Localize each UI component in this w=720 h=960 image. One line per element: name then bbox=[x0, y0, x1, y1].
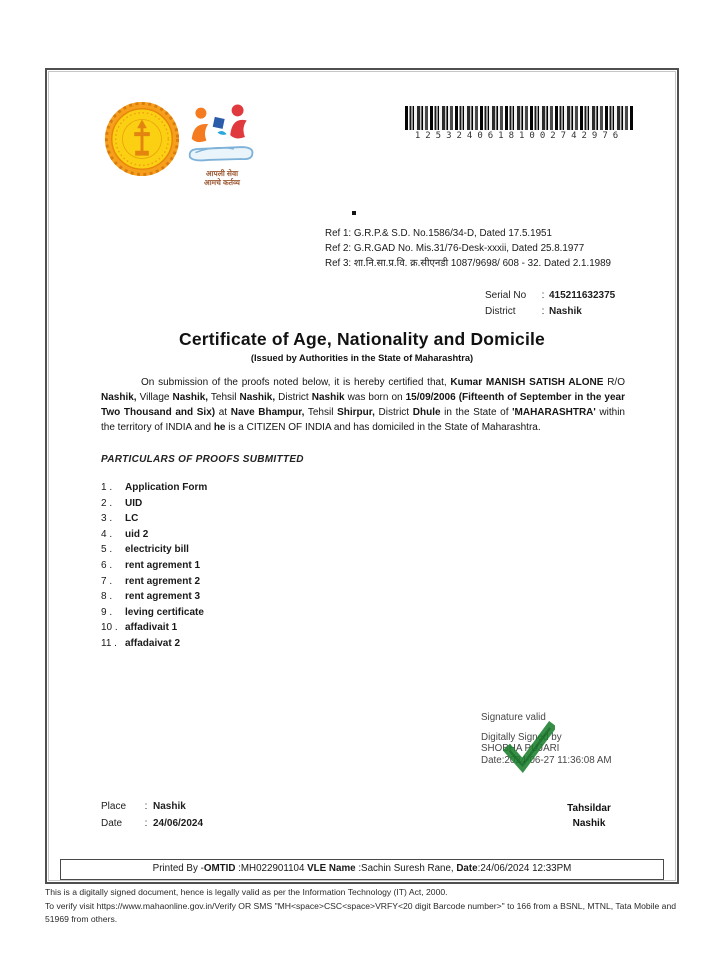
aaple-sarkar-hand-icon bbox=[185, 104, 259, 170]
par-seg-12: at bbox=[215, 407, 231, 418]
officer-title: Tahsildar bbox=[567, 803, 611, 814]
applicant-name: Kumar MANISH SATISH ALONE bbox=[450, 377, 604, 388]
list-item bbox=[101, 498, 207, 514]
list-item bbox=[101, 513, 207, 529]
date-colon: : bbox=[144, 817, 148, 829]
birth-tehsil: Shirpur, bbox=[337, 407, 375, 418]
proof-num: 9 . bbox=[101, 606, 113, 618]
list-item bbox=[101, 529, 207, 545]
list-item bbox=[101, 607, 207, 623]
date-row bbox=[101, 816, 203, 833]
place-label: Place bbox=[101, 801, 127, 812]
date-label: Date bbox=[101, 817, 123, 829]
par-seg-10: was born on bbox=[344, 392, 406, 403]
list-item bbox=[101, 638, 207, 654]
printed-seg-0: Printed By - bbox=[152, 863, 204, 874]
village-value: Nashik, bbox=[172, 392, 209, 403]
par-seg-20: within the territory of INDIA and bbox=[101, 407, 625, 433]
barcode-bars-icon bbox=[405, 106, 633, 130]
tehsil-value: Nashik, bbox=[239, 392, 276, 403]
proof-num: 10 . bbox=[101, 622, 118, 634]
place-value: Nashik bbox=[153, 801, 186, 812]
aaple-sarkar-logo bbox=[183, 104, 261, 187]
proof-label: rent agrement 3 bbox=[125, 591, 201, 603]
proof-label: rent agrement 1 bbox=[125, 559, 201, 571]
list-item bbox=[101, 482, 207, 498]
ref-line-2: Ref 2: G.R.GAD No. Mis.31/76-Desk-xxxii, Dated 25.8.1977 bbox=[325, 243, 585, 254]
list-item bbox=[101, 544, 207, 560]
signature-valid-text: Signature valid bbox=[481, 712, 546, 723]
par-seg-22: is a CITIZEN OF INDIA and has domiciled in the State of Maharashtra. bbox=[225, 422, 541, 433]
proof-num: 6 . bbox=[101, 559, 113, 571]
place-date-block bbox=[101, 799, 203, 832]
certificate-body-paragraph bbox=[101, 375, 625, 435]
district-label: District bbox=[485, 305, 516, 317]
officer-district: Nashik bbox=[572, 818, 606, 829]
printed-by-bar bbox=[60, 859, 664, 880]
barcode-number: 12532406181002742976 bbox=[414, 131, 624, 141]
disclaimer-line2: To verify visit https://www.mahaonline.gov.in/Verify OR SMS "MH<space>CSC<space>VRFY<20 digit Barcode number>" to 166 from a BSNL, MTNL, Tata Mobile and 51969 from others. bbox=[45, 901, 677, 924]
printed-date-value: :24/06/2024 12:33PM bbox=[477, 863, 572, 874]
disclaimer-line1: This is a digitally signed document, hence is legally valid as per the Information Technology (IT) Act, 2000. bbox=[45, 887, 448, 897]
mark-dot bbox=[352, 211, 356, 215]
aaple-caption-line2: आमचे कर्तव्य bbox=[204, 178, 240, 187]
proofs-list bbox=[101, 482, 207, 654]
maharashtra-seal-logo bbox=[103, 100, 181, 178]
printed-vle-label: VLE Name bbox=[307, 863, 356, 874]
serial-row bbox=[485, 288, 615, 304]
printed-vle-value: :Sachin Suresh Rane, bbox=[355, 863, 457, 874]
serial-value: 415211632375 bbox=[549, 290, 616, 301]
proof-num: 3 . bbox=[101, 513, 113, 525]
aaple-caption-line1: आपली सेवा bbox=[205, 169, 239, 178]
digital-signature-block bbox=[481, 712, 612, 766]
disclaimer-block bbox=[45, 886, 677, 927]
aaple-sarkar-caption bbox=[183, 169, 261, 187]
issuing-officer-block bbox=[533, 801, 645, 831]
par-seg-6: Tehsil bbox=[208, 392, 240, 403]
barcode bbox=[405, 106, 633, 141]
proof-num: 2 . bbox=[101, 497, 113, 509]
proof-label: affadaivat 2 bbox=[125, 637, 181, 649]
proof-num: 11 . bbox=[101, 637, 117, 649]
place-row bbox=[101, 799, 203, 816]
signature-timestamp: Date:2024-06-27 11:36:08 AM bbox=[481, 754, 612, 766]
par-seg-14: Tehsil bbox=[304, 407, 338, 418]
proof-label: rent agrement 2 bbox=[125, 575, 201, 587]
par-seg-2: R/O bbox=[603, 377, 625, 388]
proof-label: UID bbox=[125, 497, 143, 509]
place-colon: : bbox=[144, 801, 148, 812]
signer-name: SHOBHA PUJARI bbox=[481, 743, 560, 754]
list-item bbox=[101, 576, 207, 592]
par-seg-8: District bbox=[275, 392, 312, 403]
proof-num: 4 . bbox=[101, 528, 113, 540]
serial-colon: : bbox=[541, 290, 545, 301]
birth-district: Dhule bbox=[412, 407, 441, 418]
serial-district-block bbox=[485, 288, 615, 319]
proof-label: LC bbox=[125, 513, 139, 525]
proof-label: uid 2 bbox=[125, 528, 149, 540]
proof-label: Application Form bbox=[125, 482, 208, 493]
reference-lines bbox=[325, 226, 611, 271]
birth-date: 15/09/2006 (Fifteenth of September in the year Two Thousand and Six) bbox=[101, 392, 625, 418]
proof-label: electricity bill bbox=[125, 544, 189, 556]
printed-omtid-value: :MH022901104 bbox=[235, 863, 308, 874]
district-value-par: Nashik bbox=[311, 392, 345, 403]
proof-num: 5 . bbox=[101, 544, 113, 556]
printed-omtid-label: OMTID bbox=[203, 863, 236, 874]
par-seg-18: in the State of bbox=[440, 407, 513, 418]
signature-line1: Digitally Signed by bbox=[481, 731, 562, 743]
birth-place: Nave Bhampur, bbox=[230, 407, 305, 418]
ref-line-3: Ref 3: शा.नि.सा.प्र.वि. क्र.सीएनडी 1087/9698/ 608 - 32. Dated 2.1.1989 bbox=[325, 258, 611, 269]
proof-num: 7 . bbox=[101, 575, 113, 587]
par-seg-4: Village bbox=[136, 392, 173, 403]
proofs-heading: PARTICULARS OF PROOFS SUBMITTED bbox=[101, 454, 304, 465]
ref-line-1: Ref 1: G.R.P.& S.D. No.1586/34-D, Dated 17.5.1951 bbox=[325, 228, 552, 239]
certificate-border-frame bbox=[45, 68, 679, 884]
par-seg-16: District bbox=[374, 407, 413, 418]
residence-value: Nashik, bbox=[101, 392, 137, 403]
list-item bbox=[101, 560, 207, 576]
serial-label: Serial No bbox=[485, 290, 527, 301]
date-value: 24/06/2024 bbox=[153, 817, 204, 829]
certificate-title: Certificate of Age, Nationality and Domicile bbox=[179, 329, 545, 349]
state-name: 'MAHARASHTRA' bbox=[512, 407, 596, 418]
proof-num: 1 . bbox=[101, 482, 113, 493]
district-value: Nashik bbox=[549, 305, 582, 317]
par-seg-0: On submission of the proofs noted below, it is hereby certified that, bbox=[141, 377, 451, 388]
proof-label: leving certificate bbox=[125, 606, 204, 618]
district-row bbox=[485, 304, 615, 320]
proof-label: affadivait 1 bbox=[125, 622, 178, 634]
maharashtra-seal-icon bbox=[103, 100, 181, 178]
printed-date-label: Date bbox=[456, 863, 478, 874]
pronoun-he: he bbox=[213, 422, 226, 433]
signature-valid-check-icon bbox=[503, 721, 555, 777]
list-item bbox=[101, 622, 207, 638]
district-colon: : bbox=[541, 305, 545, 317]
proof-num: 8 . bbox=[101, 591, 113, 603]
certificate-subtitle: (Issued by Authorities in the State of Maharashtra) bbox=[250, 353, 474, 363]
list-item bbox=[101, 591, 207, 607]
